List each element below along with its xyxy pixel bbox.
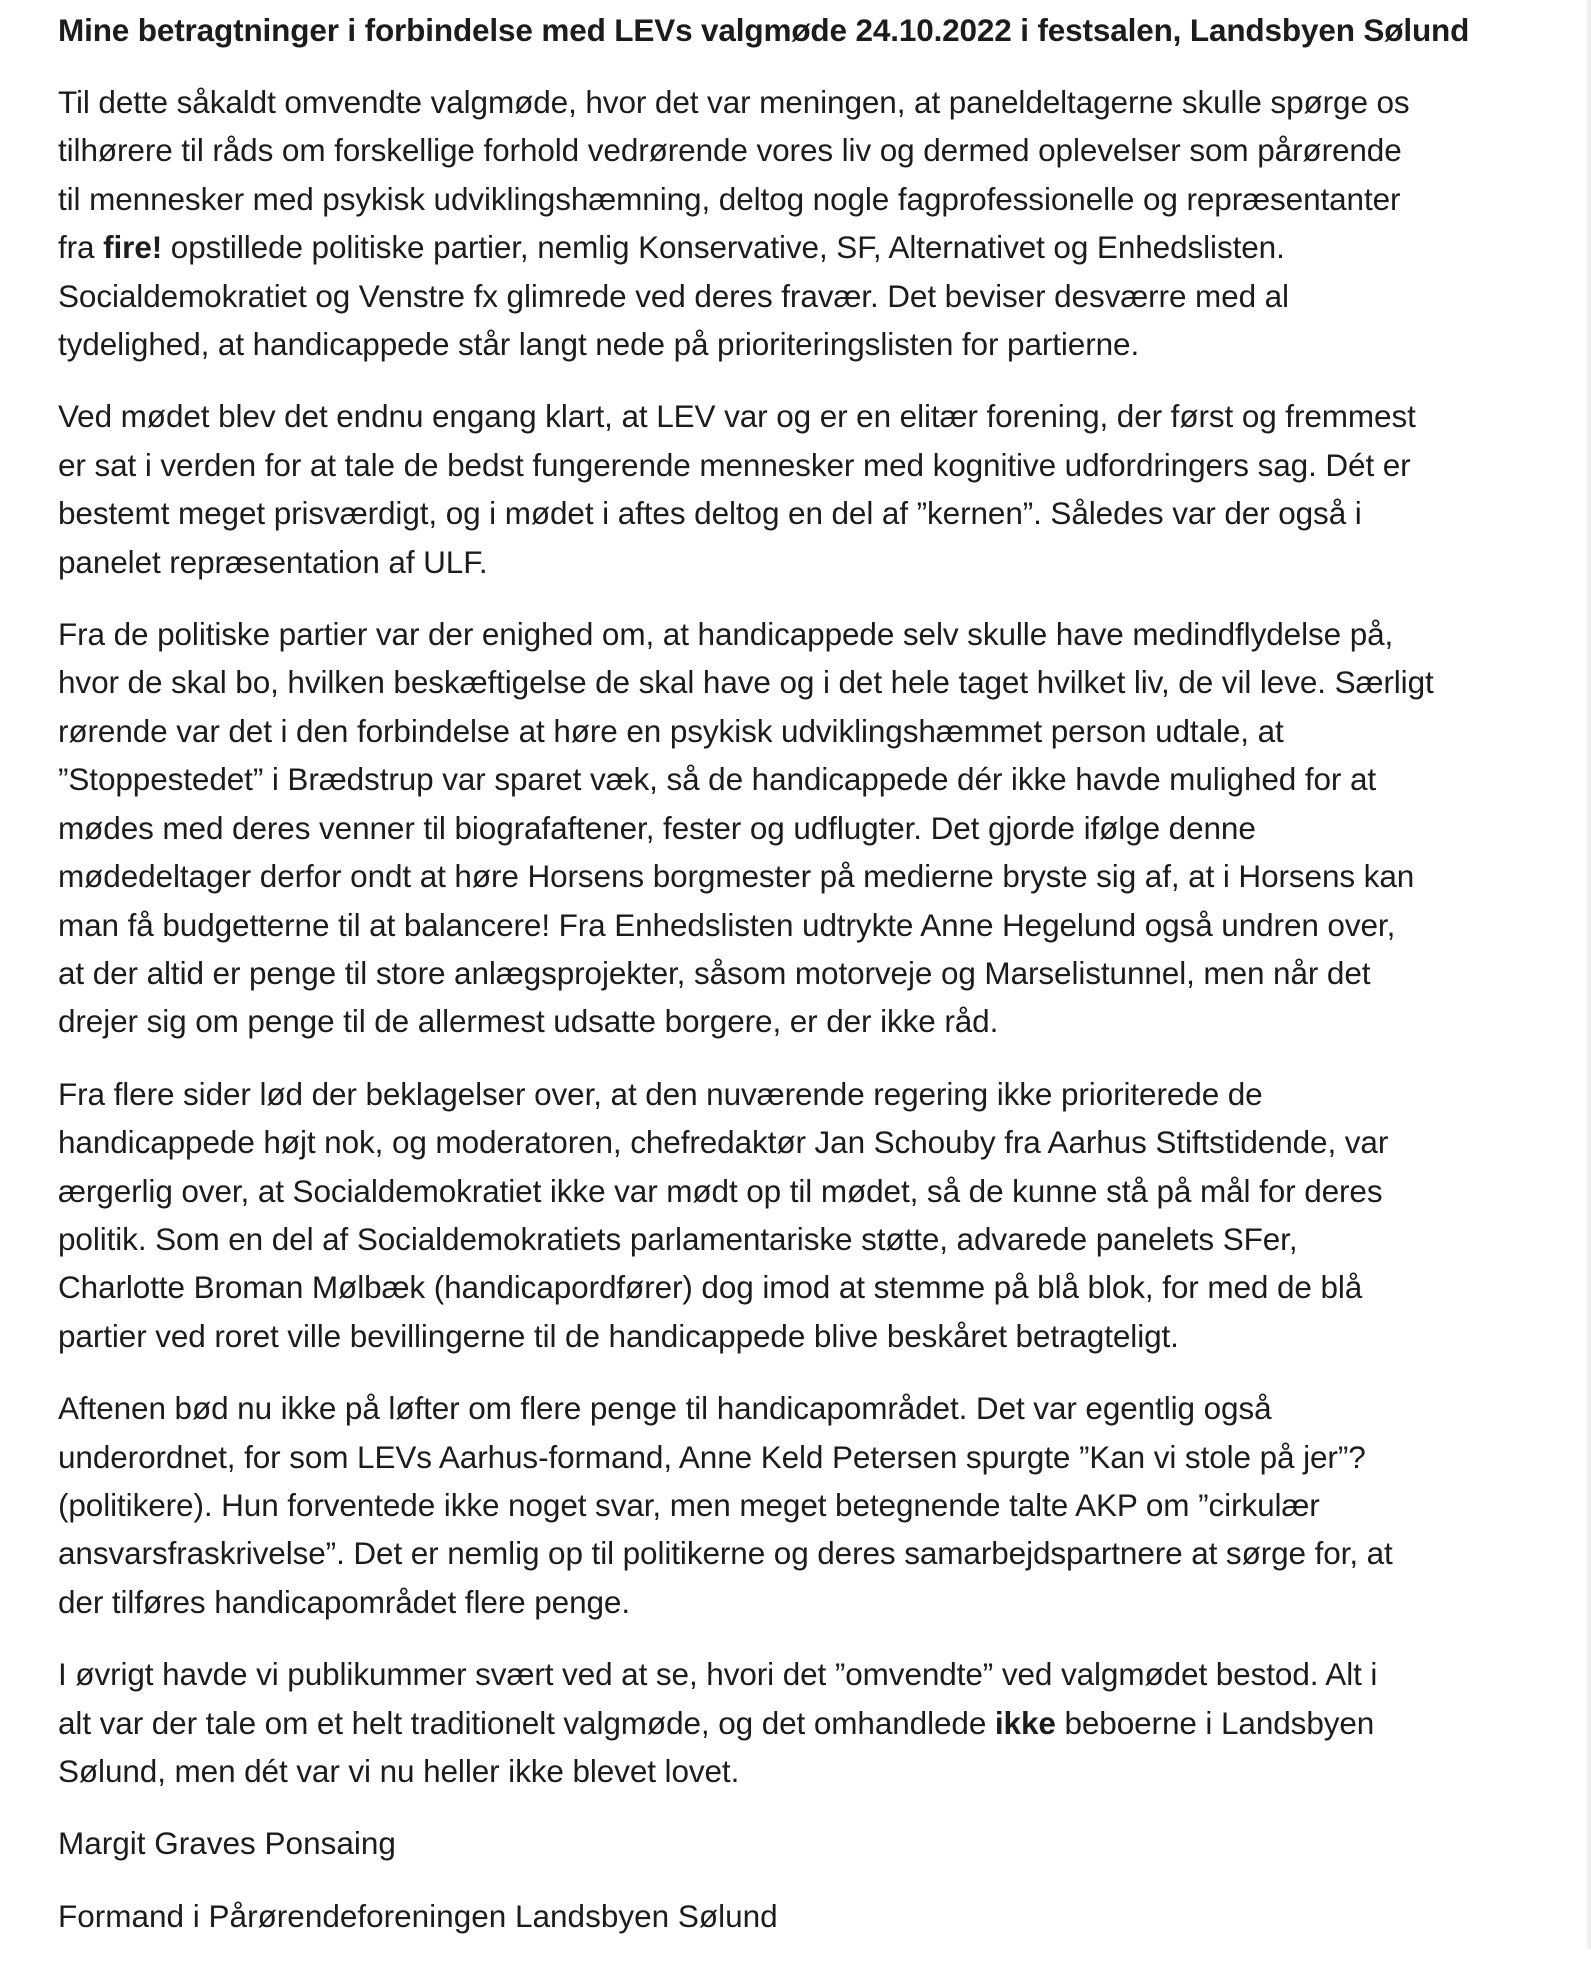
text-line — [58, 1699, 1538, 1747]
text-segment: alt var der tale om et helt traditionelt valgmøde, og det omhandlede — [58, 1704, 995, 1741]
text-line — [58, 901, 1538, 949]
text-segment: er sat i verden for at tale de bedst fungerende mennesker med kognitive udfordringers sag. Dét er — [58, 446, 1411, 483]
text-line — [58, 320, 1538, 368]
text-segment: hvor de skal bo, hvilken beskæftigelse de skal have og i det hele taget hvilket liv, de vil leve. Særligt — [58, 664, 1434, 701]
text-segment: handicappede højt nok, og moderatoren, chefredaktør Jan Schouby fra Aarhus Stiftstidende, var — [58, 1124, 1389, 1161]
text-segment: opstillede politiske partier, nemlig Konservative, SF, Alternativet og Enhedslisten. — [162, 229, 1285, 266]
document-title: Mine betragtninger i forbindelse med LEVs valgmøde 24.10.2022 i festsalen, Landsbyen Sølund — [58, 12, 1470, 48]
text-segment: tydelighed, at handicappede står langt nede på prioriteringslisten for partierne. — [58, 326, 1140, 363]
text-line — [58, 610, 1538, 658]
text-segment: Fra flere sider lød der beklagelser over, at den nuværende regering ikke prioriterede de — [58, 1075, 1263, 1112]
text-line — [58, 441, 1538, 489]
text-line — [58, 997, 1538, 1045]
emphasized-text: fire! — [103, 229, 163, 266]
text-segment: mødedeltager derfor ondt at høre Horsens borgmester på medierne bryste sig af, at i Horsens kan — [58, 858, 1415, 895]
text-segment: Til dette såkaldt omvendte valgmøde, hvor det var meningen, at paneldeltagerne skulle spørge os — [58, 84, 1410, 120]
text-segment: Fra de politiske partier var der enighed om, at handicappede selv skulle have medindflydelse på, — [58, 616, 1394, 653]
text-line — [58, 804, 1538, 852]
text-line — [58, 707, 1538, 755]
text-segment: I øvrigt havde vi publikummer svært ved at se, hvori det ”omvendte” ved valgmødet bestod. Alt i — [58, 1656, 1378, 1693]
text-line — [58, 755, 1538, 803]
emphasized-text: ikke — [994, 1704, 1056, 1741]
text-segment: Ved mødet blev det endnu engang klart, at LEV var og er en elitær forening, der først og fremmest — [58, 398, 1416, 435]
text-line — [58, 1215, 1538, 1263]
text-segment: beboerne i Landsbyen — [1055, 1704, 1375, 1741]
text-line — [58, 1312, 1538, 1360]
text-segment: partier ved roret ville bevillingerne til de handicappede blive beskåret betragteligt. — [58, 1317, 1179, 1354]
text-segment: politik. Som en del af Socialdemokratiets parlamentariske støtte, advarede panelets SFer, — [58, 1220, 1298, 1257]
body-paragraph — [58, 610, 1538, 1046]
signature-name: Margit Graves Ponsaing — [58, 1825, 396, 1862]
text-line — [58, 1167, 1538, 1215]
page-edge-shadow — [1585, 0, 1591, 1949]
text-segment: Socialdemokratiet og Venstre fx glimrede ved deres fravær. Det beviser desværre med al — [58, 277, 1289, 314]
text-segment: rørende var det i den forbindelse at høre en psykisk udviklingshæmmet person udtale, at — [58, 712, 1284, 749]
text-line — [58, 949, 1538, 997]
text-line — [58, 1529, 1538, 1577]
body-paragraph — [58, 392, 1538, 586]
text-segment: panelet repræsentation af ULF. — [58, 543, 488, 580]
text-segment: Charlotte Broman Mølbæk (handicapordfører) dog imod at stemme på blå blok, for med de blå — [58, 1269, 1363, 1306]
text-segment: bestemt meget prisværdigt, og i mødet i aftes deltog en del af ”kernen”. Således var der også i — [58, 495, 1362, 532]
text-line — [58, 126, 1538, 174]
text-segment: der tilføres handicapområdet flere penge. — [58, 1583, 630, 1620]
text-segment: ærgerlig over, at Socialdemokratiet ikke var mødt op til mødet, så de kunne stå på mål for deres — [58, 1172, 1383, 1209]
text-line — [58, 658, 1538, 706]
text-line — [58, 852, 1538, 900]
body-paragraph — [58, 1384, 1538, 1626]
signature-role: Formand i Pårørendeforeningen Landsbyen Sølund — [58, 1897, 778, 1934]
text-line — [58, 1481, 1538, 1529]
text-line — [58, 1384, 1538, 1432]
text-segment: underordnet, for som LEVs Aarhus-formand, Anne Keld Petersen spurgte ”Kan vi stole på jer”? — [58, 1438, 1366, 1475]
text-line — [58, 1747, 1538, 1795]
text-line — [58, 1118, 1538, 1166]
text-line — [58, 392, 1538, 440]
body-paragraph — [58, 78, 1538, 368]
text-line — [58, 223, 1538, 271]
text-segment: (politikere). Hun forventede ikke noget svar, men meget betegnende talte AKP om ”cirkulær — [58, 1486, 1320, 1523]
text-segment: Aftenen bød nu ikke på løfter om flere penge til handicapområdet. Det var egentlig også — [58, 1390, 1272, 1427]
text-line — [58, 1650, 1538, 1698]
text-line — [58, 175, 1538, 223]
text-line — [58, 1578, 1538, 1626]
text-segment: fra — [58, 229, 104, 266]
text-line — [58, 1070, 1538, 1118]
text-line — [58, 489, 1538, 537]
text-line — [58, 78, 1538, 126]
text-segment: man få budgetterne til at balancere! Fra Enhedslisten udtrykte Anne Hegelund også undren over, — [58, 906, 1396, 943]
body-paragraph — [58, 1650, 1538, 1795]
body-paragraph — [58, 1070, 1538, 1360]
text-segment: ”Stoppestedet” i Brædstrup var sparet væk, så de handicappede dér ikke havde mulighed for at — [58, 761, 1377, 798]
text-segment: at der altid er penge til store anlægsprojekter, såsom motorveje og Marselistunnel, men når det — [58, 954, 1371, 991]
paragraph-list — [58, 78, 1538, 1795]
text-segment: Sølund, men dét var vi nu heller ikke blevet lovet. — [58, 1753, 740, 1789]
text-line — [58, 1433, 1538, 1481]
document-body — [58, 8, 1538, 1964]
text-line — [58, 538, 1538, 586]
text-segment: til mennesker med psykisk udviklingshæmning, deltog nogle fagprofessionelle og repræsentanter — [58, 180, 1401, 217]
text-segment: ansvarsfraskrivelse”. Det er nemlig op til politikerne og deres samarbejdspartnere at sørge for, at — [58, 1535, 1393, 1572]
text-line — [58, 272, 1538, 320]
text-line — [58, 1263, 1538, 1311]
text-segment: mødes med deres venner til biografaftener, fester og udflugter. Det gjorde ifølge denne — [58, 809, 1256, 846]
text-segment: drejer sig om penge til de allermest udsatte borgere, er der ikke råd. — [58, 1003, 999, 1040]
text-segment: tilhørere til råds om forskellige forhold vedrørende vores liv og dermed oplevelser som pårørende — [58, 132, 1402, 169]
